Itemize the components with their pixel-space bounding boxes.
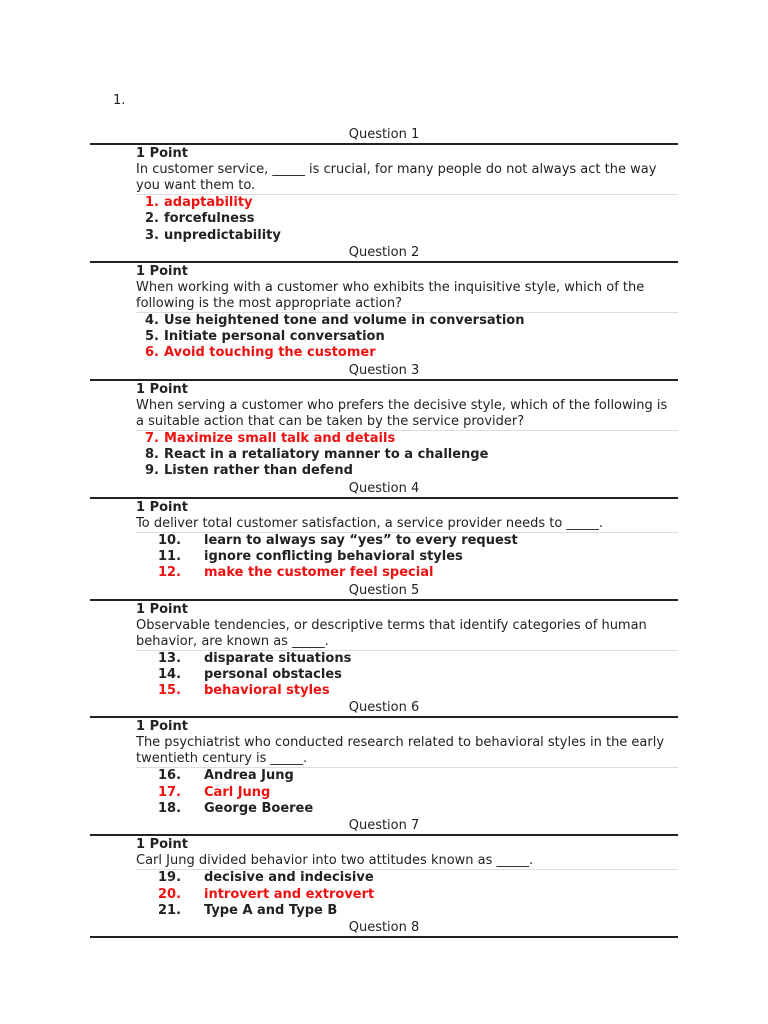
answer-option xyxy=(136,447,678,463)
question-header: Question 8 xyxy=(90,919,678,937)
question-header: Question 5 xyxy=(90,582,678,600)
question-footer-rule xyxy=(90,937,678,938)
answer-option-correct xyxy=(136,565,678,581)
answer-option xyxy=(136,228,678,244)
question-body xyxy=(90,380,678,480)
option-label: Use heightened tone and volume in conversation xyxy=(164,312,525,328)
option-label: Carl Jung xyxy=(204,784,271,800)
option-number: 10. xyxy=(158,532,182,548)
answer-options xyxy=(136,533,678,582)
option-label: decisive and indecisive xyxy=(204,870,374,886)
option-label: disparate situations xyxy=(204,650,352,666)
question-text: In customer service, _____ is crucial, for many people do not always act the way you want them to. xyxy=(136,162,657,193)
question-body xyxy=(90,262,678,362)
option-number: 16. xyxy=(158,768,182,784)
option-number: 11. xyxy=(158,548,182,564)
answer-option xyxy=(136,533,678,549)
question-points: 1 Point xyxy=(136,837,188,853)
question-body xyxy=(90,144,678,244)
question-body xyxy=(90,717,678,817)
answer-option xyxy=(136,463,678,479)
question-points: 1 Point xyxy=(136,601,188,617)
option-number: 21. xyxy=(158,902,182,918)
question-body xyxy=(90,498,678,582)
question-header: Question 2 xyxy=(90,244,678,262)
answer-option xyxy=(136,903,678,919)
answer-options xyxy=(136,313,678,362)
question-text: The psychiatrist who conducted research related to behavioral styles in the early twentieth century is _____. xyxy=(136,735,665,767)
question-body xyxy=(90,835,678,919)
option-number: 5. xyxy=(145,329,159,345)
option-number: 1. xyxy=(145,195,159,210)
question-text: Carl Jung divided behavior into two attitudes known as _____. xyxy=(136,853,534,869)
answer-option xyxy=(136,801,678,817)
option-label: Listen rather than defend xyxy=(164,463,353,479)
answer-option xyxy=(136,651,678,667)
answer-option-correct xyxy=(136,345,678,361)
answer-option-correct xyxy=(136,683,678,699)
question-text: When working with a customer who exhibits the inquisitive style, which of the following is the most appropriate action? xyxy=(136,279,645,311)
question-text: Observable tendencies, or descriptive terms that identify categories of human behavior, are known as _____. xyxy=(136,617,647,649)
option-label: Maximize small talk and details xyxy=(164,430,396,446)
option-label: Type A and Type B xyxy=(204,902,338,918)
answer-option-correct xyxy=(136,785,678,801)
answer-options xyxy=(136,195,678,244)
question-text: When serving a customer who prefers the decisive style, which of the following is a suitable action that can be taken by the service provider? xyxy=(136,397,668,429)
option-label: React in a retaliatory manner to a challenge xyxy=(164,447,489,463)
answer-option xyxy=(136,313,678,329)
question-points: 1 Point xyxy=(136,499,188,515)
answer-option xyxy=(136,870,678,886)
option-label: personal obstacles xyxy=(204,666,342,682)
option-number: 14. xyxy=(158,666,182,682)
option-label: behavioral styles xyxy=(204,683,330,699)
answer-options xyxy=(136,431,678,480)
question-text: To deliver total customer satisfaction, a service provider needs to _____. xyxy=(136,515,604,531)
answer-option xyxy=(136,667,678,683)
answer-option xyxy=(136,211,678,227)
option-number: 12. xyxy=(158,565,182,581)
option-number: 17. xyxy=(158,784,182,800)
option-label: adaptability xyxy=(164,195,253,210)
list-number: 1. xyxy=(113,93,126,108)
option-number: 9. xyxy=(145,463,159,479)
option-label: introvert and extrovert xyxy=(204,886,375,902)
question-header: Question 7 xyxy=(90,817,678,835)
option-number: 20. xyxy=(158,886,182,902)
answer-option-correct xyxy=(136,195,678,211)
option-label: ignore conflicting behavioral styles xyxy=(204,548,463,564)
option-label: learn to always say “yes” to every request xyxy=(204,532,518,548)
option-label: unpredictability xyxy=(164,227,281,243)
question-header: Question 4 xyxy=(90,480,678,498)
option-number: 7. xyxy=(145,430,159,446)
option-number: 8. xyxy=(145,447,159,463)
option-label: Avoid touching the customer xyxy=(164,345,376,361)
question-header: Question 3 xyxy=(90,362,678,380)
option-label: Andrea Jung xyxy=(204,768,294,784)
option-number: 19. xyxy=(158,870,182,886)
option-number: 18. xyxy=(158,801,182,817)
answer-option xyxy=(136,549,678,565)
option-label: make the customer feel special xyxy=(204,565,434,581)
answer-option xyxy=(136,768,678,784)
option-number: 13. xyxy=(158,650,182,666)
question-header: Question 1 xyxy=(90,126,678,144)
question-8-block xyxy=(90,919,678,938)
answer-option-correct xyxy=(136,431,678,447)
question-points: 1 Point xyxy=(136,381,188,397)
option-number: 6. xyxy=(145,345,159,361)
answer-options xyxy=(136,870,678,919)
question-points: 1 Point xyxy=(136,263,188,279)
option-number: 15. xyxy=(158,683,182,699)
option-number: 4. xyxy=(145,312,159,328)
question-header: Question 6 xyxy=(90,699,678,717)
option-number: 3. xyxy=(145,227,159,243)
answer-option-correct xyxy=(136,887,678,903)
option-number: 2. xyxy=(145,211,159,227)
answer-options xyxy=(136,651,678,700)
question-body xyxy=(90,600,678,700)
question-points: 1 Point xyxy=(136,719,188,735)
answer-option xyxy=(136,329,678,345)
option-label: George Boeree xyxy=(204,801,314,817)
answer-options xyxy=(136,768,678,817)
question-points: 1 Point xyxy=(136,146,188,161)
option-label: forcefulness xyxy=(164,211,255,227)
quiz-container xyxy=(90,126,678,938)
option-label: Initiate personal conversation xyxy=(164,329,385,345)
